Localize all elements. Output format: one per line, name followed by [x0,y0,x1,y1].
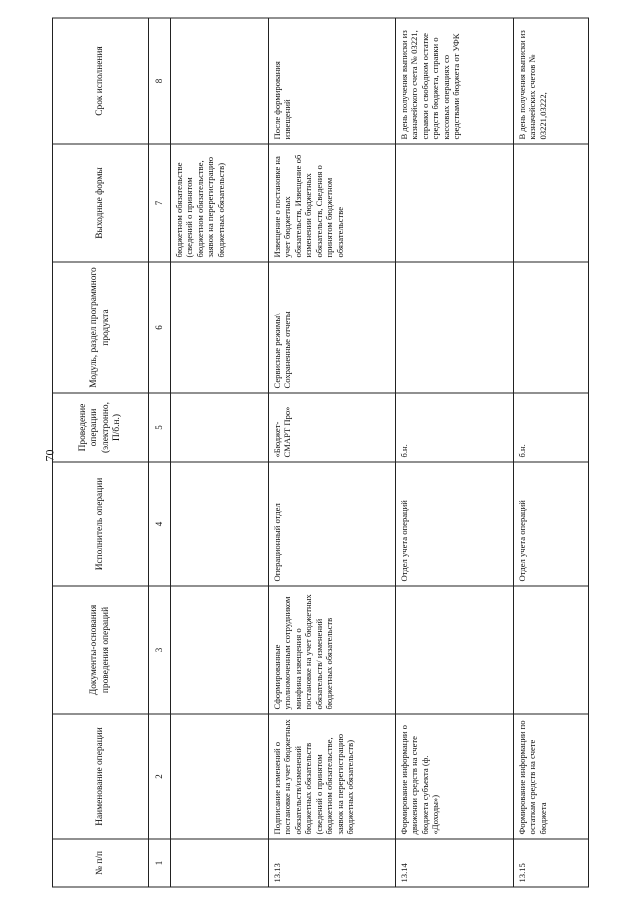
row-executor: Отдел учета операций [514,462,589,586]
row-deadline [171,18,269,144]
column-number: 4 [149,462,171,586]
row-output [514,144,589,262]
column-number: 8 [149,18,171,144]
column-number: 6 [149,262,171,393]
table-row [171,18,269,887]
row-docs [396,586,514,714]
row-executor: Отдел учета операций [396,462,514,586]
column-header-output: Выходные формы [53,144,149,262]
column-number: 5 [149,393,171,462]
row-num: 13.14 [396,839,514,887]
row-num: 13.13 [269,839,396,887]
column-number: 3 [149,586,171,714]
column-number-row [149,18,171,887]
table-row [269,18,396,887]
column-header-name: Наименование операции [53,714,149,839]
rotated-page-content [52,19,588,888]
row-mode: «Бюджет-СМАРТ Про» [269,393,396,462]
row-module [171,262,269,393]
column-header-num: № п/п [53,839,149,887]
row-docs [514,586,589,714]
row-module [396,262,514,393]
column-number: 7 [149,144,171,262]
page-number: 70 [42,449,57,462]
row-module [514,262,589,393]
table-row [514,18,589,887]
row-mode: б.н. [396,393,514,462]
operations-table [52,18,589,888]
row-executor: Операционный отдел [269,462,396,586]
row-output [396,144,514,262]
row-name: Подписание изменений о постановке на учет бюджетных обязательств/изменений бюджетных обязательств (сведений о принятом бюджетном обязательстве, заявок на перерегистрацию бюджетных обязательств) [269,714,396,839]
row-mode: б.н. [514,393,589,462]
column-header-docs: Документы-основания проведения операций [53,586,149,714]
row-num: 13.15 [514,839,589,887]
table-row [396,18,514,887]
row-name: Формирование информации о движении средств на счете бюджета субъекта (ф. «Доходы») [396,714,514,839]
row-output: Извещение о постановке на учет бюджетных обязательств, Извещение об изменении бюджетных обязательств, Сведения о принятом бюджетном обязательстве [269,144,396,262]
row-deadline: В день получения выписки из казначейских счетов № 03221,03222, [514,18,589,144]
column-header-module: Модуль, раздел программного продукта [53,262,149,393]
row-executor [171,462,269,586]
row-deadline: В день получения выписки из казначейского счета № 03221, справки о свободном остатке средств бюджета, справки о кассовых операциях со средствами бюджета от УФК [396,18,514,144]
row-deadline: После формирования извещений [269,18,396,144]
column-number: 1 [149,839,171,887]
column-number: 2 [149,714,171,839]
row-module: Сервисные режимы\ Сохраненные отчеты [269,262,396,393]
row-num [171,839,269,887]
row-output: бюджетном обязательстве (сведений о принятом бюджетном обязательстве, заявок на перерегистрацию бюджетных обязательств) [171,144,269,262]
row-mode [171,393,269,462]
column-header-executor: Исполнитель операции [53,462,149,586]
row-docs: Сформированные уполномоченным сотрудником минфина извещения о постановке на учет бюджетных обязательств/ изменений бюджетных обязательств [269,586,396,714]
row-name: Формирование информации по остаткам средств на счете бюджета [514,714,589,839]
column-header-deadline: Срок исполнения [53,18,149,144]
row-docs [171,586,269,714]
row-name [171,714,269,839]
column-header-mode: Проведение операции (электронно, П/б.н.) [53,393,149,462]
header-row [53,18,149,887]
